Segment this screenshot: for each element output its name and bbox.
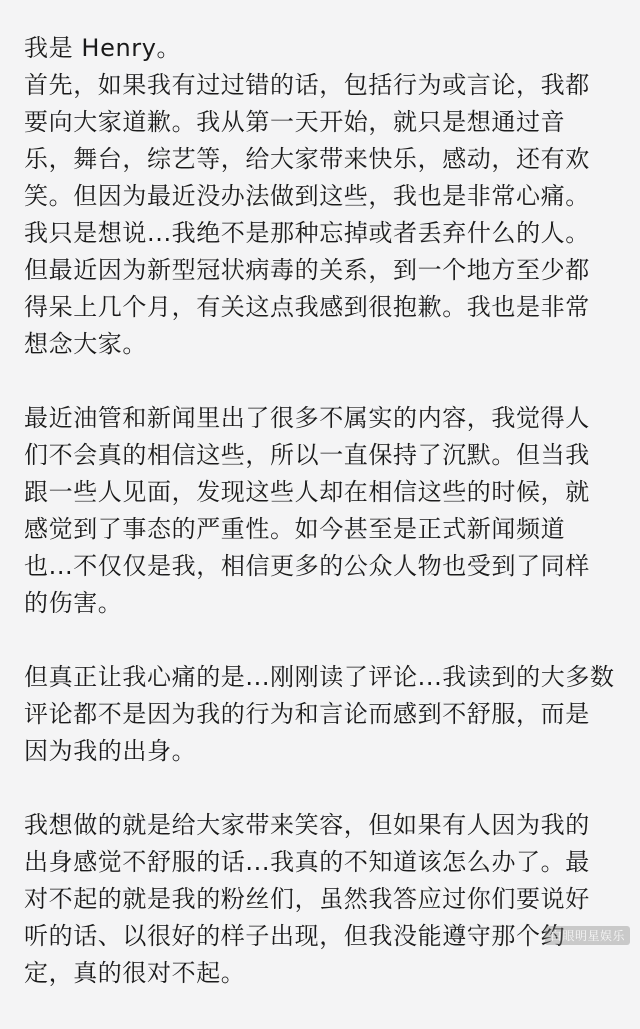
text-line: 听的话、以很好的样子出现，但我没能遵守那个约 bbox=[24, 922, 566, 950]
text-line: 想念大家。 bbox=[24, 330, 147, 358]
text-line: 定，真的很对不起。 bbox=[24, 959, 246, 987]
text-line: 笑。但因为最近没办法做到这些，我也是非常心痛。 bbox=[24, 182, 590, 210]
text-line: 们不会真的相信这些，所以一直保持了沉默。但当我 bbox=[24, 441, 590, 469]
text-line: 乐，舞台，综艺等，给大家带来快乐，感动，还有欢 bbox=[24, 145, 590, 173]
text-line: 得呆上几个月，有关这点我感到很抱歉。我也是非常 bbox=[24, 293, 590, 321]
paragraph-comments bbox=[24, 659, 624, 770]
text-line: 出身感觉不舒服的话...我真的不知道该怎么办了。最 bbox=[24, 848, 590, 876]
text-line: 对不起的就是我的粉丝们，虽然我答应过你们要说好 bbox=[24, 885, 590, 913]
text-line: 跟一些人见面，发现这些人却在相信这些的时候，就 bbox=[24, 478, 590, 506]
text-line: 的伤害。 bbox=[24, 589, 123, 617]
text-line: 我想做的就是给大家带来笑容，但如果有人因为我的 bbox=[24, 811, 590, 839]
text-line: 因为我的出身。 bbox=[24, 737, 197, 765]
text-line: 要向大家道歉。我从第一天开始，就只是想通过音 bbox=[24, 108, 566, 136]
text-line: 首先，如果我有过过错的话，包括行为或言论，我都 bbox=[24, 71, 590, 99]
watermark: 白眼明星娱乐 bbox=[545, 926, 630, 945]
text-line: 我是 Henry。 bbox=[24, 34, 182, 62]
paragraph-apology bbox=[24, 807, 624, 992]
text-line: 但真正让我心痛的是...刚刚读了评论...我读到的大多数 bbox=[24, 663, 615, 691]
text-line: 也...不仅仅是我，相信更多的公众人物也受到了同样 bbox=[24, 552, 590, 580]
paragraph-rumors bbox=[24, 400, 624, 622]
text-line: 感觉到了事态的严重性。如今甚至是正式新闻频道 bbox=[24, 515, 566, 543]
text-line: 我只是想说...我绝不是那种忘掉或者丢弃什么的人。 bbox=[24, 219, 590, 247]
text-line: 评论都不是因为我的行为和言论而感到不舒服，而是 bbox=[24, 700, 590, 728]
text-line: 最近油管和新闻里出了很多不属实的内容，我觉得人 bbox=[24, 404, 590, 432]
paragraph-intro bbox=[24, 30, 624, 363]
text-line: 但最近因为新型冠状病毒的关系，到一个地方至少都 bbox=[24, 256, 590, 284]
note-body bbox=[24, 30, 624, 1029]
